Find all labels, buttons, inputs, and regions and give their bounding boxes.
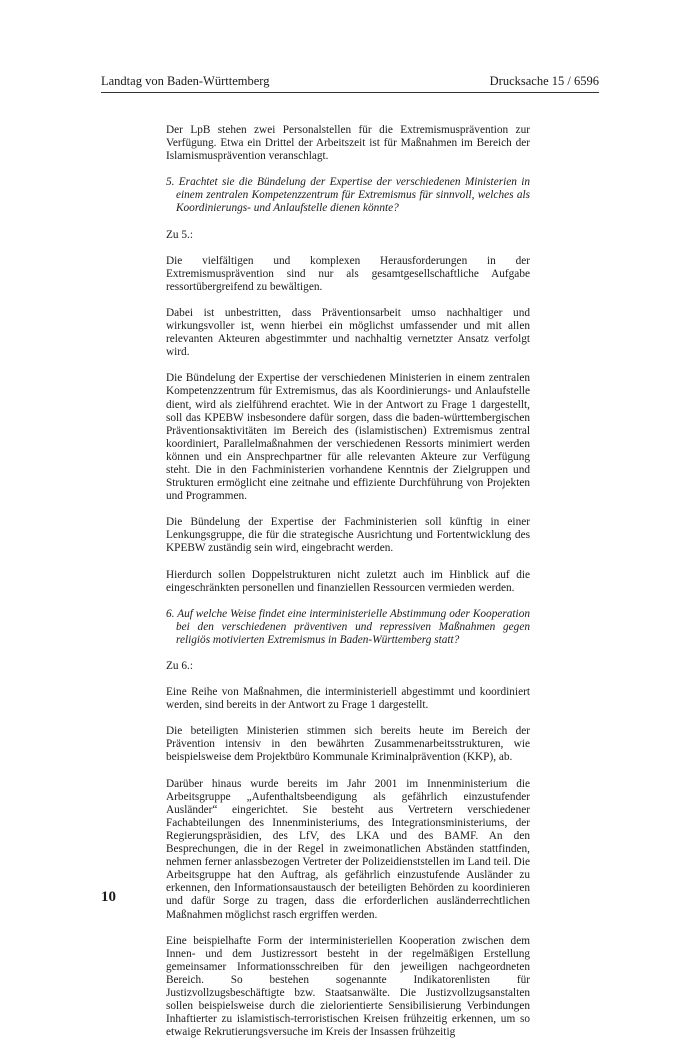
- paragraph-answer-6-2: Die beteiligten Ministerien stimmen sich bereits heute im Bereich der Prävention intensiv in den bewährten Zusammenarbeitsstrukturen, wie beispielsweise dem Projektbüro Kommunale Kriminalprävention (KKP), ab.: [166, 725, 530, 764]
- answer-6-heading: Zu 6.:: [166, 660, 193, 672]
- header-parliament-name: Landtag von Baden-Württemberg: [101, 74, 270, 88]
- paragraph-answer-5-5: Hierdurch sollen Doppelstrukturen nicht zuletzt auch im Hinblick auf die eingeschränkten personellen und finanziellen Ressourcen vermieden werden.: [166, 568, 530, 594]
- paragraph-answer-6-4: Eine beispielhafte Form der interministeriellen Kooperation zwischen dem Innen- und dem Justizressort besteht in der regelmäßigen Erstellung gemeinsamer Informationsschreiben für den jeweiligen nachgeordneten Bereich. So bestehen sogenannte Indikatorenlisten für Justizvollzugsbeschäftigte bzw. Staatsanwälte. Die Justizvollzugsanstalten sollen beispielsweise durch die zielorientierte Sensibilisierung Verbindungen Inhaftierter zu islamistisch-terroristischen Kreisen frühzeitig erkennen, um so etwaige Rekrutierungsversuche im Kreis der Insassen frühzeitig: [166, 934, 530, 1039]
- question-6: 6. Auf welche Weise findet eine interministerielle Abstimmung oder Kooperation bei den verschiedenen präventiven und repressiven Maßnahmen gegen religiös motivierten Extremismus in Baden-Württemberg statt?: [166, 607, 530, 646]
- paragraph-answer-5-2: Dabei ist unbestritten, dass Präventionsarbeit umso nachhaltiger und wirkungsvoller ist, wenn hierbei ein möglichst umfassender und mit allen relevanten Akteuren abgestimmter und nachhaltig vernetzter Ansatz verfolgt wird.: [166, 306, 530, 359]
- paragraph-answer-6-1: Eine Reihe von Maßnahmen, die interministeriell abgestimmt und koordiniert werden, sind bereits in der Antwort zu Frage 1 dargestellt.: [166, 686, 530, 712]
- header-document-number: Drucksache 15 / 6596: [489, 74, 599, 88]
- document-body: [166, 124, 530, 1052]
- paragraph-answer-5-4: Die Bündelung der Expertise der Fachministerien soll künftig in einer Lenkungsgruppe, die für die strategische Ausrichtung und Fortentwicklung des KPEBW zuständig sein wird, eingebracht werden.: [166, 516, 530, 555]
- paragraph-answer-5-1: Die vielfältigen und komplexen Herausforderungen in der Extremismusprävention sind nur als gesamtgesellschaftliche Aufgabe ressortübergreifend zu bewältigen.: [166, 254, 530, 293]
- paragraph-lpb-staff: Der LpB stehen zwei Personalstellen für die Extremismusprävention zur Verfügung. Etwa ein Drittel der Arbeitszeit ist für Maßnahmen im Bereich der Islamismusprävention veranschlagt.: [166, 124, 530, 163]
- page-header: [101, 70, 599, 93]
- question-5: 5. Erachtet sie die Bündelung der Expertise der verschiedenen Ministerien in einem zentralen Kompetenzzentrum für Extremismus für sinnvoll, welches als Koordinierungs- und Anlaufstelle dienen könnte?: [166, 176, 530, 215]
- paragraph-answer-5-3: Die Bündelung der Expertise der verschiedenen Ministerien in einem zentralen Kompetenzzentrum für Extremismus, das als Koordinierungs- und Anlaufstelle dient, wird als zielführend erachtet. Wie in der Antwort zu Frage 1 dargestellt, soll das KPEBW insbesondere dafür sorgen, dass die baden-württembergischen Präventionsaktivitäten im Bereich des (islamistischen) Extremismus zentral koordiniert, Parallelmaßnahmen der verschiedenen Ressorts minimiert werden können und ein Ansprechpartner für alle relevanten Akteure zur Verfügung steht. Die in den Fachministerien vorhandene Kenntnis der Zielgruppen und Strukturen ermöglicht eine zeitnahe und effiziente Durchführung von Projekten und Programmen.: [166, 372, 530, 503]
- paragraph-answer-6-3: Darüber hinaus wurde bereits im Jahr 2001 im Innenministerium die Arbeitsgruppe „Aufenthaltsbeendigung als gefährlich einzustufender Ausländer“ eingerichtet. Sie besteht aus Vertretern verschiedener Fachabteilungen des Innenministeriums, des Integrationsministeriums, der Regierungspräsidien, des LfV, des LKA und des BAMF. An den Besprechungen, die in der Regel in zweimonatlichen Abständen stattfinden, nehmen ferner anlassbezogen Vertreter der Polizeidienststellen im Land teil. Die Arbeitsgruppe hat den Auftrag, als gefährlich einzustufende Ausländer zu erkennen, den Informationsaustausch der beteiligten Behörden zu koordinieren und dafür Sorge zu tragen, dass die erforderlichen ausländerrechtlichen Maßnahmen möglichst rasch ergriffen werden.: [166, 777, 530, 921]
- page-number: 10: [101, 889, 116, 905]
- answer-5-heading: Zu 5.:: [166, 228, 193, 241]
